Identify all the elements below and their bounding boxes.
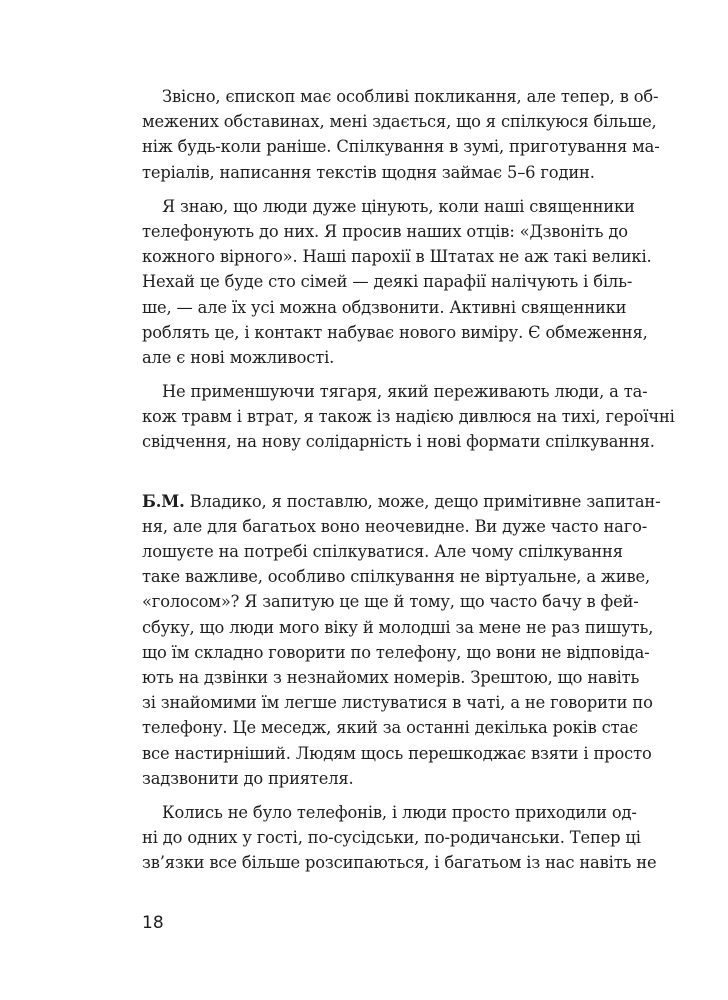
- text-line: сбуку, що люди мого віку й молодші за мене не раз пишуть,: [142, 617, 654, 637]
- text-line: Я знаю, що люди дуже цінують, коли наші священники: [162, 196, 635, 216]
- speaker-initials: Б.М.: [142, 491, 185, 511]
- text-line: ше, — але їх усі можна обдзвонити. Активні священники: [142, 297, 627, 317]
- text-line: свідчення, на нову солідарність і нові формати спілкування.: [142, 432, 655, 452]
- text-line: ні до одних у гості, по-сусідськи, по-родичанськи. Тепер ці: [142, 828, 641, 848]
- text-line: ня, але для багатьох воно неочевидне. Ви дуже часто наго-: [142, 516, 648, 536]
- text-line: кожного вірного». Наші парохії в Штатах не аж такі великі.: [142, 247, 652, 267]
- text-line: ніж будь-коли раніше. Спілкування в зумі, приготування ма-: [142, 137, 660, 157]
- text-line: роблять це, і контакт набуває нового виміру. Є обмеження,: [142, 322, 648, 342]
- text-line: але є нові можливості.: [142, 347, 335, 367]
- text-line: Колись не було телефонів, і люди просто приходили од-: [162, 802, 637, 822]
- text-line: Звісно, єпископ має особливі покликання, але тепер, в об-: [162, 87, 659, 106]
- body-text: [142, 84, 675, 875]
- text-line: що їм складно говорити по телефону, що вони не відповіда-: [142, 642, 650, 662]
- text-line: «голосом»? Я запитую це ще й тому, що часто бачу в фей-: [142, 592, 639, 612]
- text-line: телефонують до них. Я просив наших отців: «Дзвоніть до: [142, 221, 628, 241]
- text-line-rest: Владико, я поставлю, може, дещо примітивне запитан-: [184, 491, 661, 511]
- paragraph: [142, 379, 675, 455]
- text-line: зв’язки все більше розсипаються, і багатьом із нас навіть не: [142, 853, 657, 873]
- text-line: телефону. Це меседж, який за останні декілька років стає: [142, 718, 638, 738]
- text-line: Нехай це буде сто сімей — деякі парафії налічують і біль-: [142, 272, 633, 292]
- text-line: зі знайомими їм легше листуватися в чаті, а не говорити по: [142, 693, 653, 713]
- text-line: ють на дзвінки з незнайомих номерів. Зрештою, що навіть: [142, 667, 640, 687]
- text-line: [142, 489, 661, 514]
- text-line: межених обставинах, мені здається, що я спілкуюся більше,: [142, 112, 657, 132]
- text-line: Не применшуючи тягаря, який переживають люди, а та-: [162, 382, 648, 402]
- paragraph: [142, 194, 652, 370]
- text-line: теріалів, написання текстів щодня займає 5–6 годин.: [142, 162, 595, 182]
- paragraph-question: [142, 489, 661, 791]
- text-line: задзвонити до приятеля.: [142, 768, 354, 788]
- paragraph: [142, 800, 657, 876]
- text-line: таке важливе, особливо спілкування не віртуальне, а живе,: [142, 567, 650, 587]
- text-line: кож травм і втрат, я також із надією дивлюся на тихі, героїчні: [142, 407, 675, 427]
- text-line: лошуєте на потребі спілкуватися. Але чому спілкування: [142, 542, 623, 561]
- page-number: 18: [142, 913, 164, 933]
- paragraph: [142, 84, 660, 185]
- text-line: все настирніший. Людям щось перешкоджає взяти і просто: [142, 743, 652, 763]
